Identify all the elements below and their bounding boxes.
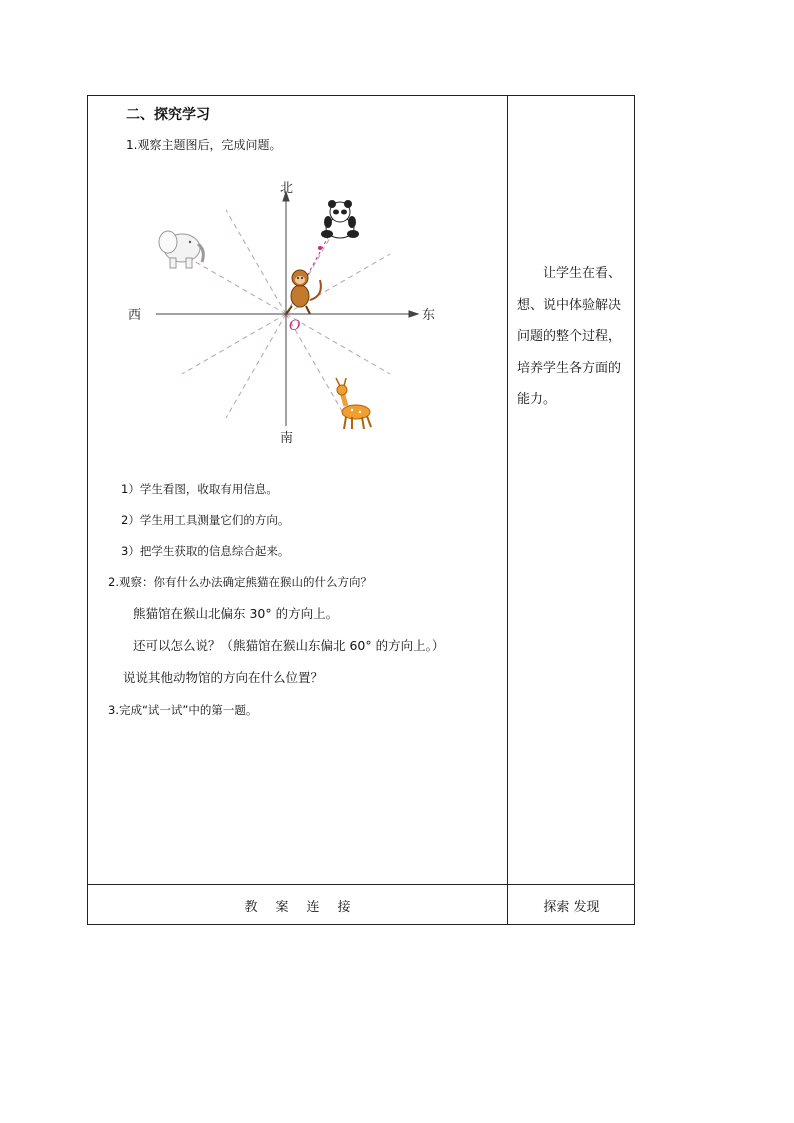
ray-se30 — [286, 314, 390, 374]
question-2: 2.观察：你有什么办法确定熊猫在猴山的什么方向？ — [108, 575, 372, 589]
monkey-icon — [286, 270, 321, 314]
lesson-table — [87, 95, 635, 925]
direction-diagram — [118, 176, 438, 456]
axes — [156, 192, 418, 426]
origin-label: O — [289, 318, 301, 334]
ray-nw60 — [226, 210, 286, 314]
east-arrow — [409, 311, 418, 317]
ray-nw30 — [182, 254, 286, 314]
south-label: 南 — [280, 431, 294, 446]
step-2: 2）学生用工具测量它们的方向。 — [121, 513, 290, 527]
panda-icon — [321, 200, 359, 238]
section-title: 二、探究学习 — [126, 107, 210, 123]
answer-2: 还可以怎么说？（熊猫馆在猴山东偏北 60° 的方向上。） — [133, 638, 445, 653]
question-3: 3.完成“试一试”中的第一题。 — [108, 703, 258, 717]
footer-lesson-link: 教案连接 — [244, 899, 369, 915]
answer-3: 说说其他动物馆的方向在什么位置？ — [123, 670, 324, 685]
east-label: 东 — [422, 308, 436, 323]
deer-icon — [336, 378, 371, 429]
north-label: 北 — [280, 181, 294, 196]
column-divider — [507, 96, 508, 925]
panda-marker-dot — [318, 246, 322, 250]
question-1: 1.观察主题图后，完成问题。 — [126, 138, 282, 152]
ray-sw30 — [182, 314, 286, 374]
ray-sw60 — [226, 314, 286, 418]
answer-1: 熊猫馆在猴山北偏东 30° 的方向上。 — [133, 606, 339, 621]
step-1: 1）学生看图，收取有用信息。 — [121, 482, 278, 496]
teaching-note: 让学生在看、想、说中体验解决问题的整个过程，培养学生各方面的能力。 — [517, 266, 622, 407]
west-label: 西 — [128, 308, 142, 323]
footer-explore: 探索 发现 — [543, 899, 600, 915]
step-3: 3）把学生获取的信息综合起来。 — [121, 544, 290, 558]
